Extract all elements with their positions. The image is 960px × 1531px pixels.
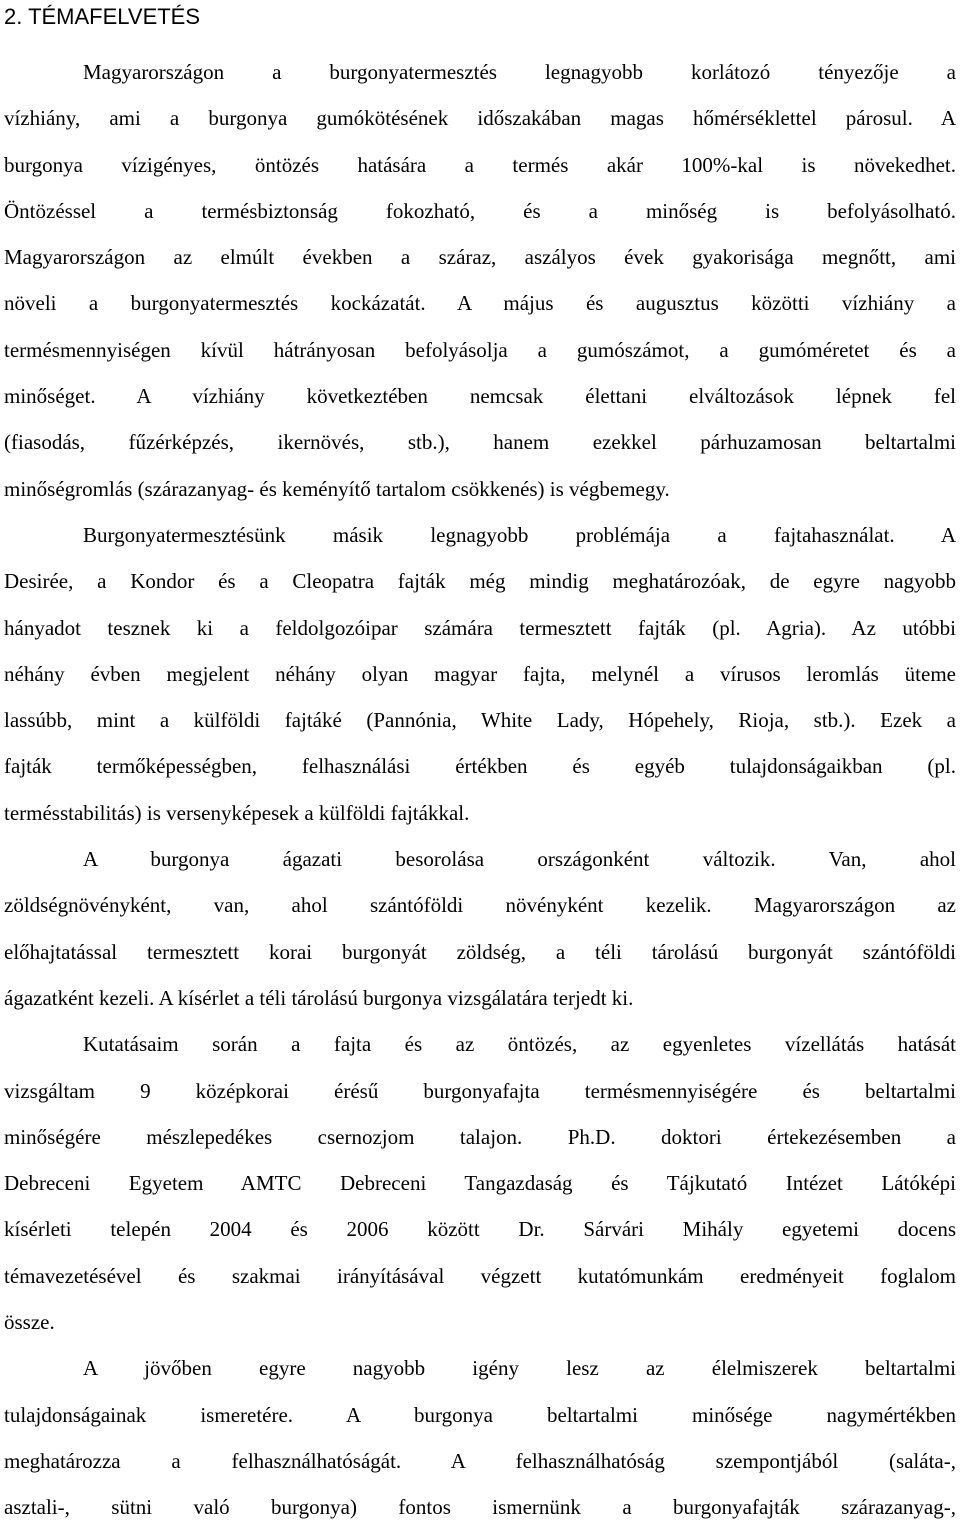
text-line: Debreceni Egyetem AMTC Debreceni Tangazdaság és Tájkutató Intézet Látóképi <box>4 1171 956 1196</box>
text-line: hányadot tesznek ki a feldolgozóipar számára termesztett fajták (pl. Agria). Az utóbbi <box>4 615 956 640</box>
paragraph-3 <box>4 836 956 1021</box>
document-body <box>4 49 956 1531</box>
text-line: Burgonyatermesztésünk másik legnagyobb problémája a fajtahasználat. A <box>83 522 956 547</box>
text-line: zöldségnövényként, van, ahol szántóföldi növényként kezelik. Magyarországon az <box>4 893 956 918</box>
text-line: fajták termőképességben, felhasználási értékben és egyéb tulajdonságaikban (pl. <box>4 754 956 779</box>
text-line: kísérleti telepén 2004 és 2006 között Dr. Sárvári Mihály egyetemi docens <box>4 1217 956 1242</box>
text-line: A jövőben egyre nagyobb igény lesz az élelmiszerek beltartalmi <box>83 1356 956 1381</box>
text-line: össze. <box>4 1310 55 1335</box>
text-line: minőségromlás (szárazanyag- és keményítő tartalom csökkenés) is végbemegy. <box>4 476 670 501</box>
text-line: ágazatként kezeli. A kísérlet a téli tárolású burgonya vizsgálatára terjedt ki. <box>4 985 634 1010</box>
text-line: témavezetésével és szakmai irányításával végzett kutatómunkám eredményeit foglalom <box>4 1263 956 1288</box>
text-line: lassúbb, mint a külföldi fajtáké (Pannónia, White Lady, Hópehely, Rioja, stb.). Ezek a <box>4 708 956 733</box>
text-line: Desirée, a Kondor és a Cleopatra fajták még mindig meghatározóak, de egyre nagyobb <box>4 569 956 594</box>
text-line: minőséget. A vízhiány következtében nemcsak élettani elváltozások lépnek fel <box>4 384 956 409</box>
text-line: termésstabilitás) is versenyképesek a külföldi fajtákkal. <box>4 800 470 825</box>
text-line: Öntözéssel a termésbiztonság fokozható, és a minőség is befolyásolható. <box>4 198 956 223</box>
paragraph-4 <box>4 1021 956 1345</box>
text-line: minőségére mészlepedékes csernozjom talajon. Ph.D. doktori értekezésemben a <box>4 1124 956 1149</box>
text-line: vízhiány, ami a burgonya gumókötésének időszakában magas hőmérséklettel párosul. A <box>4 106 956 131</box>
text-line: termésmennyiségen kívül hátrányosan befolyásolja a gumószámot, a gumóméretet és a <box>4 337 956 362</box>
text-line: előhajtatással termesztett korai burgonyát zöldség, a téli tárolású burgonyát szántóföldi <box>4 939 956 964</box>
text-line: vizsgáltam 9 középkorai érésű burgonyafajta termésmennyiségére és beltartalmi <box>4 1078 956 1103</box>
text-line: meghatározza a felhasználhatóságát. A felhasználhatóság szempontjából (saláta-, <box>4 1448 956 1473</box>
text-line: Magyarországon a burgonyatermesztés legnagyobb korlátozó tényezője a <box>83 60 956 84</box>
text-line: A burgonya ágazati besorolása országonként változik. Van, ahol <box>83 847 956 872</box>
text-line: Magyarországon az elmúlt években a száraz, aszályos évek gyakorisága megnőtt, ami <box>4 245 956 270</box>
text-line: (fiasodás, fűzérképzés, ikernövés, stb.), hanem ezekkel párhuzamosan beltartalmi <box>4 430 956 455</box>
text-line: néhány évben megjelent néhány olyan magyar fajta, melynél a vírusos leromlás üteme <box>4 661 956 686</box>
paragraph-1 <box>4 49 956 512</box>
text-line: asztali-, sütni való burgonya) fontos ismernünk a burgonyafajták szárazanyag-, <box>4 1495 956 1520</box>
section-heading: 2. TÉMAFELVETÉS <box>4 4 201 29</box>
text-line: Kutatásaim során a fajta és az öntözés, az egyenletes vízellátás hatását <box>83 1032 956 1057</box>
paragraph-5 <box>4 1345 956 1530</box>
paragraph-2 <box>4 512 956 836</box>
text-line: tulajdonságainak ismeretére. A burgonya beltartalmi minősége nagymértékben <box>4 1402 956 1427</box>
text-line: növeli a burgonyatermesztés kockázatát. A május és augusztus közötti vízhiány a <box>4 291 956 316</box>
text-line: burgonya vízigényes, öntözés hatására a termés akár 100%-kal is növekedhet. <box>4 152 956 177</box>
